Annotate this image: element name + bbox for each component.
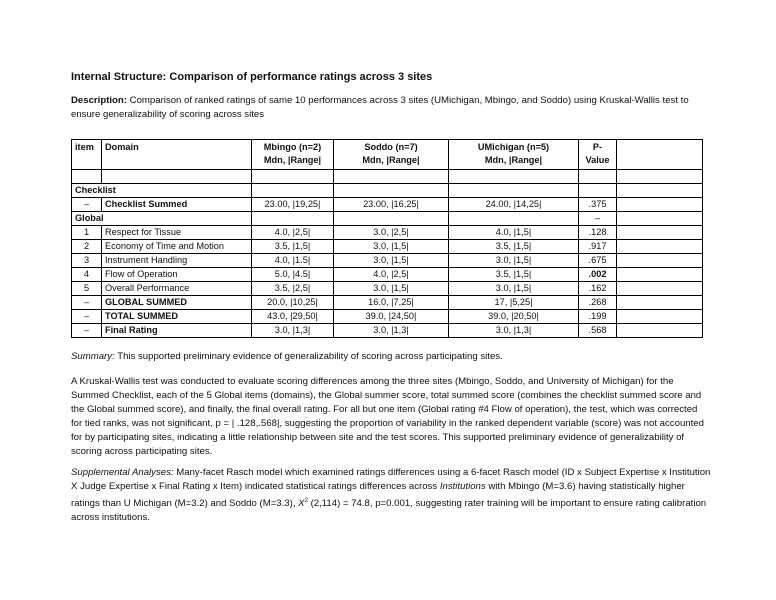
row-p-value: .128: [579, 226, 617, 240]
summary-paragraph: [71, 350, 711, 364]
header-empty: [617, 140, 703, 170]
row-mbingo: 3.5, |1,5|: [252, 240, 334, 254]
row-soddo: 4.0, |2,5|: [334, 268, 449, 282]
table-row-checklist-summed: – Checklist Summed 23.00, |19,25| 23.00, |16,25| 24.00, |14,25| .375: [72, 198, 703, 212]
row-item: 4: [72, 268, 102, 282]
row-empty: [617, 226, 703, 240]
row-p-value: .199: [579, 310, 617, 324]
row-mbingo: 3.0, |1,3|: [252, 324, 334, 338]
description-label: Description:: [71, 95, 127, 106]
row-empty: [617, 324, 703, 338]
row-mbingo: 5.0, |4.5|: [252, 268, 334, 282]
row-item: 3: [72, 254, 102, 268]
row-mbingo: 20.0, |10,25|: [252, 296, 334, 310]
row-p-value: .002: [579, 268, 617, 282]
row-domain: Economy of Time and Motion: [102, 240, 252, 254]
row-domain: Respect for Tissue: [102, 226, 252, 240]
row-soddo: 3.0, |1,5|: [334, 240, 449, 254]
row-p-value: .268: [579, 296, 617, 310]
ratings-table: [71, 139, 703, 338]
row-domain: GLOBAL SUMMED: [102, 296, 252, 310]
row-p-value: .917: [579, 240, 617, 254]
header-mbingo: Mbingo (n=2) Mdn, |Range|: [252, 140, 334, 170]
supplemental-paragraph: Supplemental Analyses: Many-facet Rasch model which examined ratings differences using a 6-facet Rasch model (ID x Subject Expertise x Institution X Judge Expertise x Final Rating x Item) indicated statistical ratings differences across Institutions with Mbingo (M=3.6) having statistically higher ratings than U Michigan (M=3.2) and Soddo (M=3.3), $X^2$ (2,114) = 74.8, p=0.001, suggesting rater training will be important to ensure rating calibration across institutions.: [71, 467, 711, 524]
row-mbingo: 4.0, |2,5|: [252, 226, 334, 240]
global-dash: –: [579, 212, 617, 226]
row-umichigan: 39.0, |20,50|: [449, 310, 579, 324]
row-umichigan: 3.0, |1,5|: [449, 282, 579, 296]
row-p-value: .568: [579, 324, 617, 338]
table-row: [72, 226, 703, 240]
section-label-global: Global: [72, 212, 252, 226]
table-header-row: [72, 140, 703, 170]
row-item: 5: [72, 282, 102, 296]
header-p-value: P- Value: [579, 140, 617, 170]
summary-label: Summary:: [71, 351, 115, 362]
section-row-global: [72, 212, 703, 226]
header-item: item: [72, 140, 102, 170]
row-soddo: 3.0, |1,5|: [334, 254, 449, 268]
row-empty: [617, 296, 703, 310]
row-item: –: [72, 296, 102, 310]
row-domain: Flow of Operation: [102, 268, 252, 282]
page-title: Internal Structure: Comparison of performance ratings across 3 sites: [71, 71, 433, 83]
row-empty: [617, 240, 703, 254]
row-domain: Overall Performance: [102, 282, 252, 296]
row-umichigan: 3.5, |1,5|: [449, 268, 579, 282]
blank-row: [72, 170, 703, 184]
table-row: [72, 296, 703, 310]
row-umichigan: 3.0, |1,3|: [449, 324, 579, 338]
table-row: [72, 254, 703, 268]
kruskal-paragraph: A Kruskal-Wallis test was conducted to evaluate scoring differences among the three sites (Mbingo, Soddo, and University of Michigan) for the Summed Checklist, each of the 5 Global items (domains), the Global summer score, total summed score (combines the checklist summed score and the Global summed score), and finally, the final overall rating. For all but one item (Global rating #4 Flow of operation), the test, which was corrected for tied ranks, was not significant, p = | .128,.568|, suggesting the proportion of variability in the ranked dependent variable (score) was not accounted for by participating sites, indicating a little relationship between site and the test scores. This supported preliminary evidence of generalizability of scoring across participating sites.: [71, 376, 704, 457]
header-soddo: Soddo (n=7) Mdn, |Range|: [334, 140, 449, 170]
row-soddo: 3.0, |2,5|: [334, 226, 449, 240]
table-row: [72, 282, 703, 296]
table-row: [72, 268, 703, 282]
row-p-value: .675: [579, 254, 617, 268]
row-soddo: 39.0, |24,50|: [334, 310, 449, 324]
row-soddo: 3.0, |1,5|: [334, 282, 449, 296]
table-row: [72, 324, 703, 338]
row-item: 1: [72, 226, 102, 240]
row-umichigan: 4.0, |1,5|: [449, 226, 579, 240]
header-domain: Domain: [102, 140, 252, 170]
row-empty: [617, 310, 703, 324]
section-label-checklist: Checklist: [72, 184, 252, 198]
row-item: –: [72, 324, 102, 338]
header-umichigan: UMichigan (n=5) Mdn, |Range|: [449, 140, 579, 170]
row-domain: TOTAL SUMMED: [102, 310, 252, 324]
row-empty: [617, 282, 703, 296]
table-row: [72, 240, 703, 254]
table-row: [72, 310, 703, 324]
section-row-checklist: [72, 184, 703, 198]
summary-text: This supported preliminary evidence of generalizability of scoring across participating sites.: [114, 351, 503, 362]
description-text: Comparison of ranked ratings of same 10 performances across 3 sites (UMichigan, Mbingo, and Soddo) using Kruskal-Wallis test to ensure generalizability of scoring across sites: [71, 95, 689, 120]
description-paragraph: [71, 94, 711, 122]
row-mbingo: 4.0, |1.5|: [252, 254, 334, 268]
row-empty: [617, 254, 703, 268]
supplemental-label: Supplemental Analyses:: [71, 467, 174, 478]
row-domain: Final Rating: [102, 324, 252, 338]
row-mbingo: 43.0, |29,50|: [252, 310, 334, 324]
row-soddo: 3.0, |1,3|: [334, 324, 449, 338]
row-empty: [617, 268, 703, 282]
row-item: 2: [72, 240, 102, 254]
row-mbingo: 3.5, |2,5|: [252, 282, 334, 296]
row-umichigan: 3.5, |1,5|: [449, 240, 579, 254]
row-umichigan: 17, |5,25|: [449, 296, 579, 310]
row-domain: Instrument Handling: [102, 254, 252, 268]
row-p-value: .162: [579, 282, 617, 296]
row-soddo: 16.0, |7,25|: [334, 296, 449, 310]
row-umichigan: 3.0, |1,5|: [449, 254, 579, 268]
global-rows: [72, 226, 703, 338]
row-item: –: [72, 310, 102, 324]
